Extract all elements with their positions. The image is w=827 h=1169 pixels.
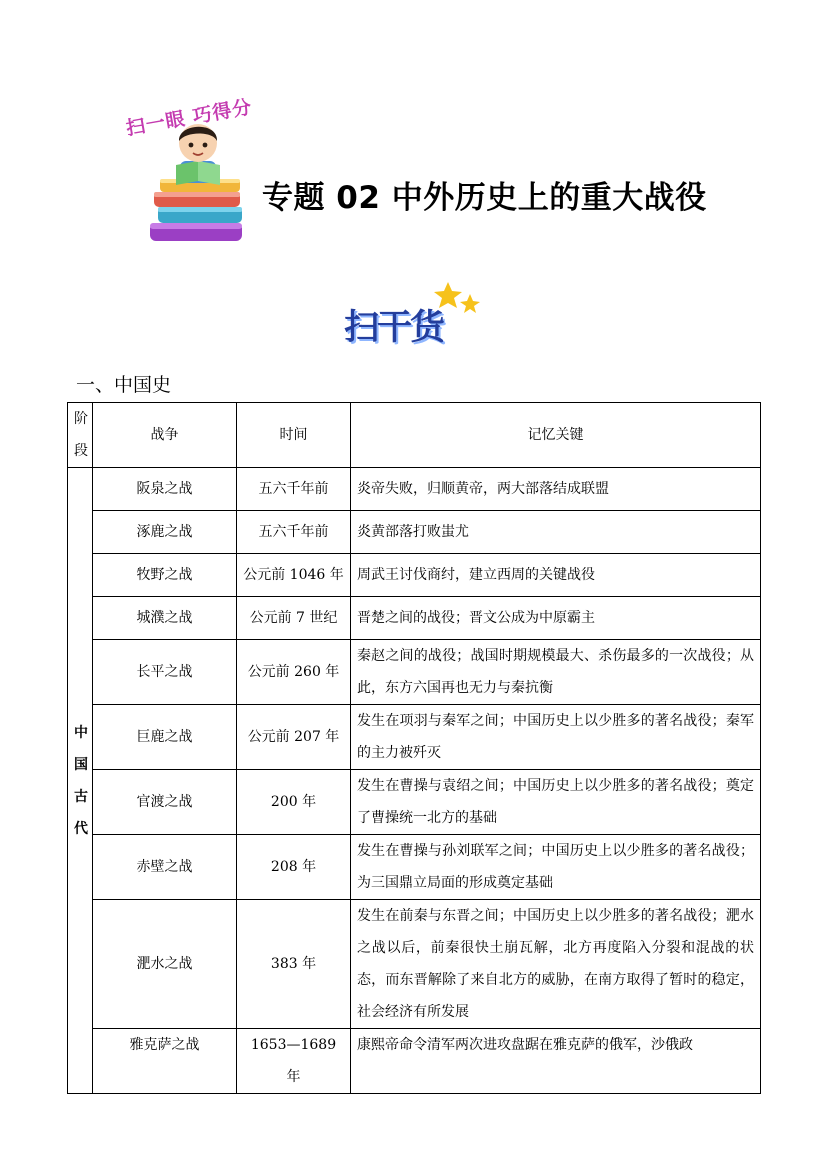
section-heading: 一、中国史 (76, 374, 172, 396)
time-cell: 208 年 (237, 835, 351, 900)
header-war: 战争 (93, 403, 237, 468)
war-cell: 牧野之战 (93, 554, 237, 597)
note-cell: 晋楚之间的战役；晋文公成为中原霸主 (351, 597, 761, 640)
note-cell: 发生在曹操与袁绍之间；中国历史上以少胜多的著名战役；奠定了曹操统一北方的基础 (351, 770, 761, 835)
time-cell: 200 年 (237, 770, 351, 835)
table-row (68, 705, 761, 770)
table-row (68, 1029, 761, 1094)
page-title: 专题 02 中外历史上的重大战役 (262, 180, 707, 216)
table-row (68, 554, 761, 597)
war-cell: 阪泉之战 (93, 468, 237, 511)
table-row (68, 640, 761, 705)
badge-title: 扫干货 (344, 308, 444, 348)
table-row (68, 835, 761, 900)
stage-cell: 中国古代 (68, 468, 93, 1094)
time-cell: 公元前 207 年 (237, 705, 351, 770)
time-cell: 公元前 7 世纪 (237, 597, 351, 640)
table-row (68, 468, 761, 511)
war-cell: 长平之战 (93, 640, 237, 705)
note-cell: 秦赵之间的战役；战国时期规模最大、杀伤最多的一次战役；从此，东方六国再也无力与秦抗衡 (351, 640, 761, 705)
note-cell: 炎帝失败，归顺黄帝，两大部落结成联盟 (351, 468, 761, 511)
note-cell: 周武王讨伐商纣，建立西周的关键战役 (351, 554, 761, 597)
header-stage: 阶段 (68, 403, 93, 468)
time-cell: 公元前 260 年 (237, 640, 351, 705)
war-cell: 雅克萨之战 (93, 1029, 237, 1094)
table-row (68, 900, 761, 1029)
time-cell: 1653—1689 年 (237, 1029, 351, 1094)
table-row (68, 770, 761, 835)
war-cell: 巨鹿之战 (93, 705, 237, 770)
note-cell: 炎黄部落打败蚩尤 (351, 511, 761, 554)
table-row (68, 597, 761, 640)
table-header-row (68, 403, 761, 468)
time-cell: 五六千年前 (237, 468, 351, 511)
art-caption: 扫一眼 巧得分 (124, 95, 254, 140)
header-note: 记忆关键 (351, 403, 761, 468)
time-cell: 公元前 1046 年 (237, 554, 351, 597)
war-cell: 赤壁之战 (93, 835, 237, 900)
battles-table (67, 402, 761, 1094)
war-cell: 城濮之战 (93, 597, 237, 640)
header-time: 时间 (237, 403, 351, 468)
war-cell: 涿鹿之战 (93, 511, 237, 554)
table-row (68, 511, 761, 554)
war-cell: 淝水之战 (93, 900, 237, 1029)
note-cell: 康熙帝命令清军两次进攻盘踞在雅克萨的俄军，沙俄政 (351, 1029, 761, 1094)
note-cell: 发生在项羽与秦军之间；中国历史上以少胜多的著名战役；秦军的主力被歼灭 (351, 705, 761, 770)
time-cell: 383 年 (237, 900, 351, 1029)
note-cell: 发生在曹操与孙刘联军之间；中国历史上以少胜多的著名战役；为三国鼎立局面的形成奠定基础 (351, 835, 761, 900)
time-cell: 五六千年前 (237, 511, 351, 554)
note-cell: 发生在前秦与东晋之间；中国历史上以少胜多的著名战役；淝水之战以后，前秦很快土崩瓦解，北方再度陷入分裂和混战的状态，而东晋解除了来自北方的威胁，在南方取得了暂时的稳定，社会经济有所发展 (351, 900, 761, 1029)
war-cell: 官渡之战 (93, 770, 237, 835)
